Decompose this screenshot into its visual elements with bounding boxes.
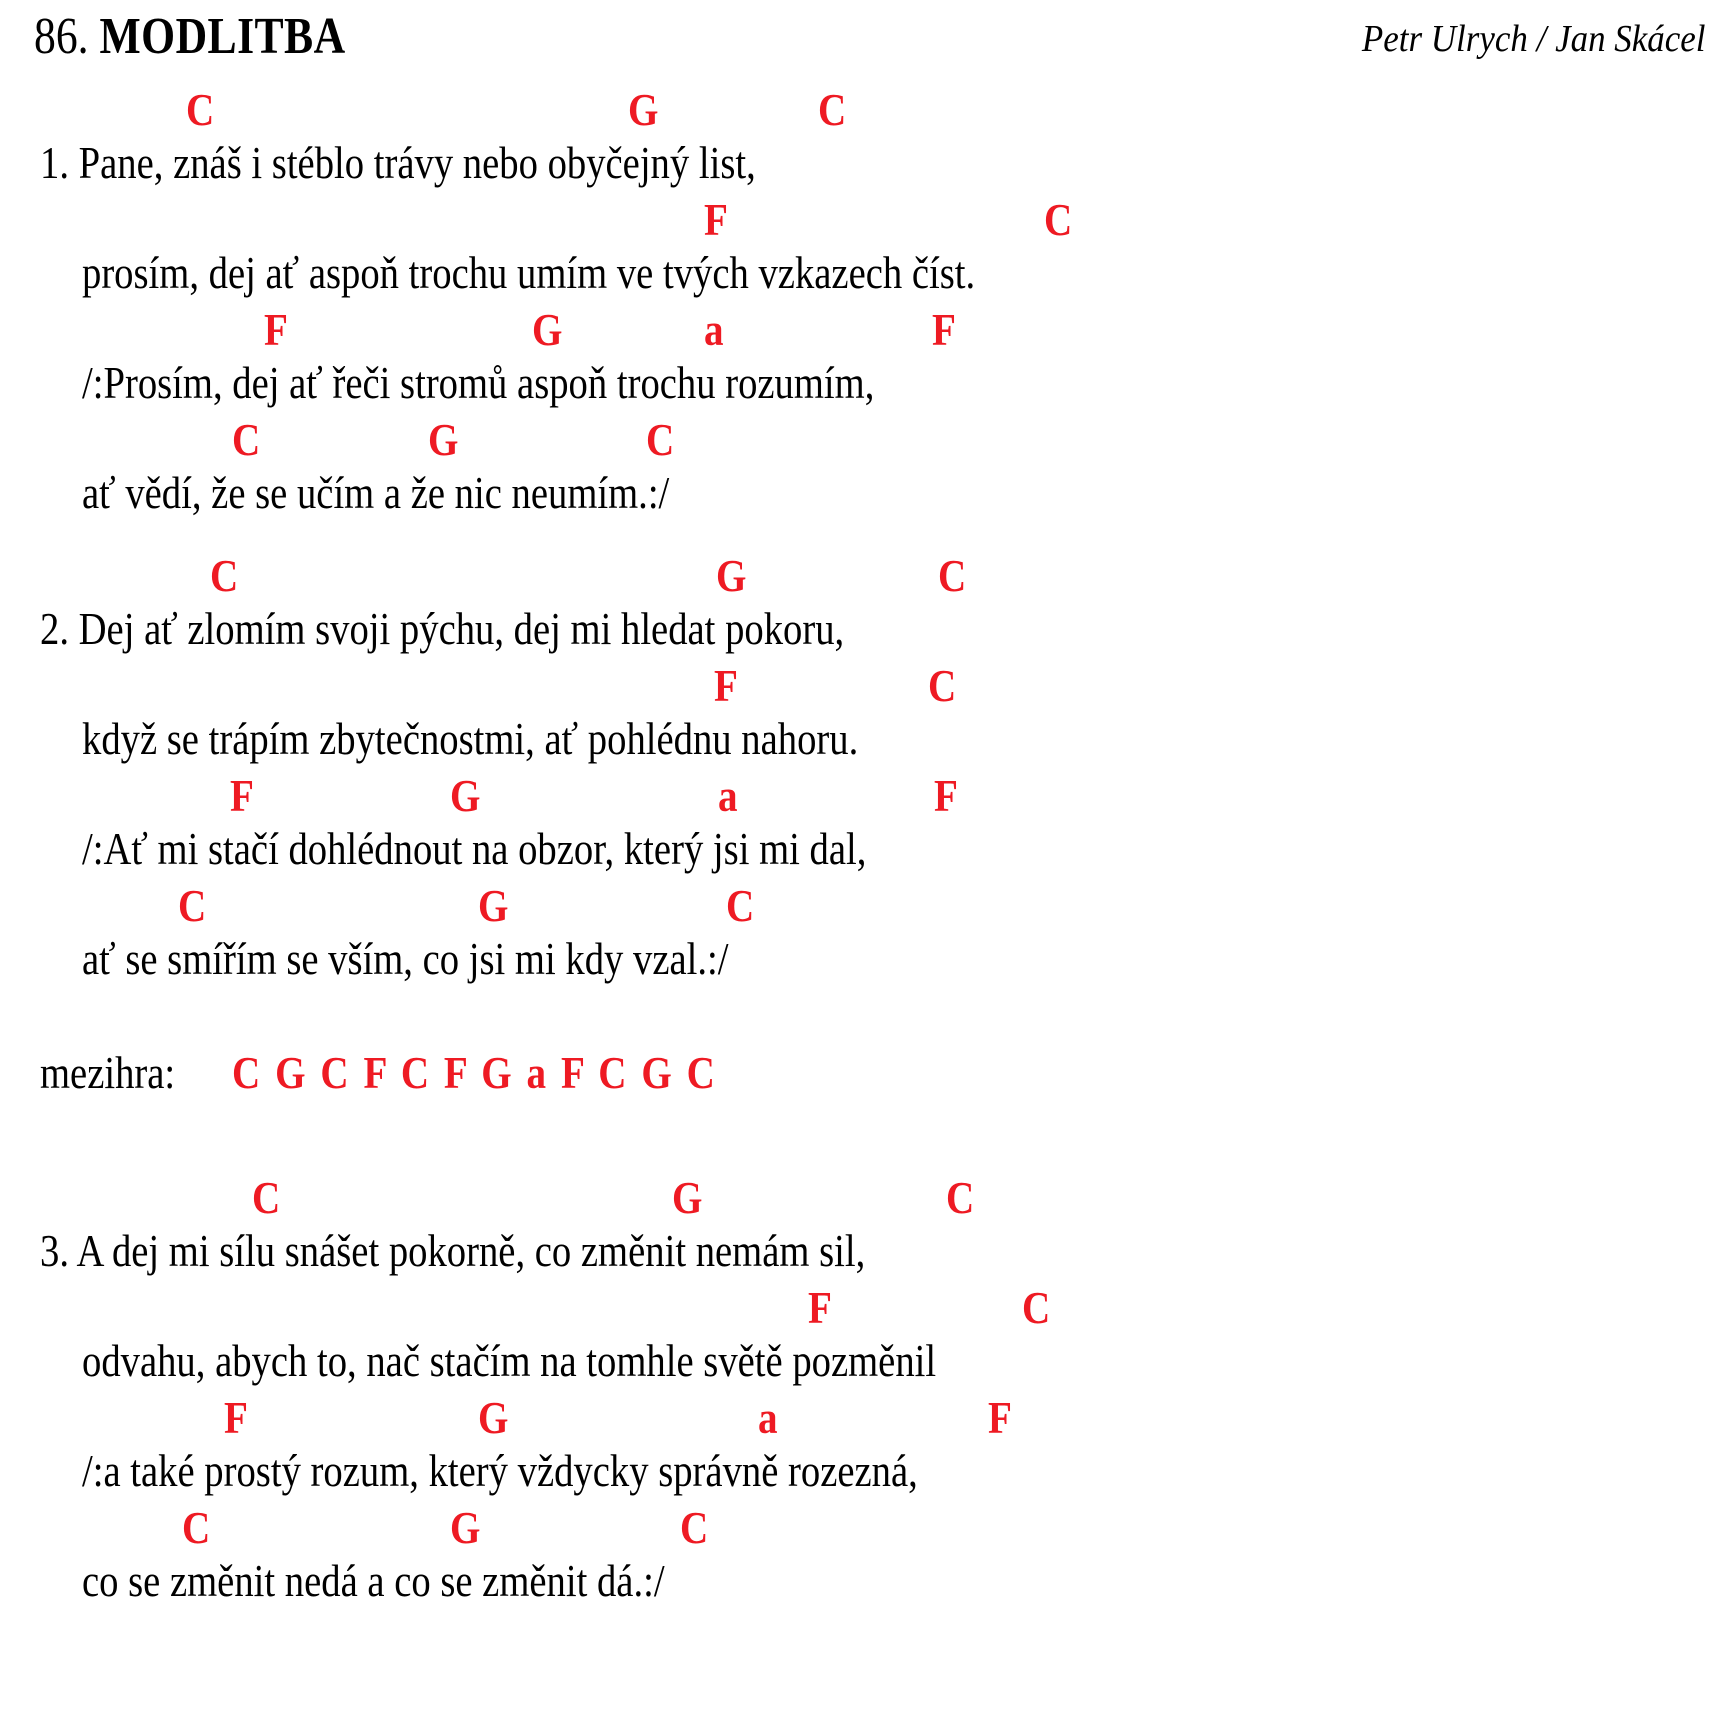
- chord-a: a: [718, 770, 738, 821]
- lyric-line: [0, 134, 1736, 196]
- lyric-line: [0, 244, 1736, 306]
- chord-line: [0, 416, 1736, 464]
- song-line: [0, 1284, 1736, 1394]
- lyric-text: prosím, dej ať aspoň trochu umím ve tvých vzkazech číst.: [82, 247, 976, 298]
- chord-line: [0, 772, 1736, 820]
- chord-F: F: [714, 660, 738, 711]
- interlude-chords: C G C F C F G a F C G C: [232, 1047, 718, 1098]
- song-line: [0, 552, 1736, 662]
- lyric-text: /:a také prostý rozum, který vždycky správně rozezná,: [82, 1445, 918, 1496]
- chord-line: [0, 882, 1736, 930]
- chord-C: C: [232, 414, 261, 465]
- chord-F: F: [230, 770, 254, 821]
- song-line: [0, 86, 1736, 196]
- chord-line: [0, 1174, 1736, 1222]
- lyric-text: 2. Dej ať zlomím svoji pýchu, dej mi hledat pokoru,: [40, 603, 845, 654]
- chord-line: [0, 662, 1736, 710]
- lyric-text: 1. Pane, znáš i stéblo trávy nebo obyčejný list,: [40, 137, 756, 188]
- song-line: [0, 662, 1736, 772]
- chord-F: F: [704, 194, 728, 245]
- page-title: [34, 8, 346, 66]
- chord-F: F: [988, 1392, 1012, 1443]
- song-line: [0, 882, 1736, 992]
- page-header: [0, 8, 1736, 74]
- lyric-line: [0, 600, 1736, 662]
- song-line: [0, 1504, 1736, 1614]
- lyric-line: [0, 464, 1736, 526]
- chord-line: [0, 306, 1736, 354]
- song-line: [0, 1394, 1736, 1504]
- chord-G: G: [628, 84, 659, 135]
- song-line: [0, 306, 1736, 416]
- song-number: 86.: [34, 8, 89, 65]
- song-line: [0, 1174, 1736, 1284]
- song-line: [0, 196, 1736, 306]
- chord-F: F: [264, 304, 288, 355]
- chord-line: [0, 1394, 1736, 1442]
- chord-line: [0, 86, 1736, 134]
- song-line: [0, 416, 1736, 526]
- interlude-gap-top: [0, 992, 1736, 1044]
- chord-F: F: [932, 304, 956, 355]
- chord-C: C: [928, 660, 957, 711]
- lyric-line: [0, 1332, 1736, 1394]
- chord-C: C: [818, 84, 847, 135]
- lyric-line: [0, 1442, 1736, 1504]
- chord-C: C: [726, 880, 755, 931]
- lyric-text: /:Ať mi stačí dohlédnout na obzor, který jsi mi dal,: [82, 823, 867, 874]
- chord-line: [0, 1284, 1736, 1332]
- chord-F: F: [808, 1282, 832, 1333]
- song-title: MODLITBA: [99, 8, 346, 65]
- chord-C: C: [946, 1172, 975, 1223]
- interlude-gap-bottom: [0, 1122, 1736, 1174]
- chord-C: C: [938, 550, 967, 601]
- lyric-text: co se změnit nedá a co se změnit dá.:/: [82, 1555, 665, 1606]
- chord-a: a: [758, 1392, 778, 1443]
- lyric-text: ať vědí, že se učím a že nic neumím.:/: [82, 467, 670, 518]
- chord-C: C: [182, 1502, 211, 1553]
- lyric-text: ať se smířím se vším, co jsi mi kdy vzal.:/: [82, 933, 729, 984]
- lyric-text: /:Prosím, dej ať řeči stromů aspoň trochu rozumím,: [82, 357, 875, 408]
- chord-C: C: [1022, 1282, 1051, 1333]
- chord-a: a: [704, 304, 724, 355]
- chord-C: C: [252, 1172, 281, 1223]
- verse-3: [0, 1174, 1736, 1614]
- lyric-line: [0, 354, 1736, 416]
- song-line: [0, 772, 1736, 882]
- song-authors: Petr Ulrych / Jan Skácel: [1362, 18, 1706, 60]
- chord-line: [0, 1504, 1736, 1552]
- chord-F: F: [224, 1392, 248, 1443]
- lyric-line: [0, 710, 1736, 772]
- lyric-line: [0, 1222, 1736, 1284]
- verse-gap: [0, 526, 1736, 552]
- lyric-text: když se trápím zbytečnostmi, ať pohlédnu nahoru.: [82, 713, 859, 764]
- chord-G: G: [428, 414, 459, 465]
- interlude-row: [0, 1044, 1736, 1122]
- chord-C: C: [210, 550, 239, 601]
- lyric-text: 3. A dej mi sílu snášet pokorně, co změnit nemám sil,: [40, 1225, 866, 1276]
- lyric-line: [0, 1552, 1736, 1614]
- verse-1: [0, 86, 1736, 526]
- interlude-label: mezihra:: [40, 1047, 176, 1098]
- chord-C: C: [186, 84, 215, 135]
- chord-line: [0, 196, 1736, 244]
- song-body: [0, 86, 1736, 1614]
- chord-F: F: [934, 770, 958, 821]
- verse-2: [0, 552, 1736, 992]
- chord-C: C: [178, 880, 207, 931]
- chord-G: G: [450, 1502, 481, 1553]
- chord-C: C: [680, 1502, 709, 1553]
- chord-line: [0, 552, 1736, 600]
- chord-G: G: [716, 550, 747, 601]
- chord-G: G: [450, 770, 481, 821]
- chord-G: G: [672, 1172, 703, 1223]
- chord-G: G: [478, 1392, 509, 1443]
- chord-C: C: [1044, 194, 1073, 245]
- chord-G: G: [532, 304, 563, 355]
- lyric-line: [0, 930, 1736, 992]
- lyric-text: odvahu, abych to, nač stačím na tomhle světě pozměnil: [82, 1335, 937, 1386]
- chord-G: G: [478, 880, 509, 931]
- chord-C: C: [646, 414, 675, 465]
- lyric-line: [0, 820, 1736, 882]
